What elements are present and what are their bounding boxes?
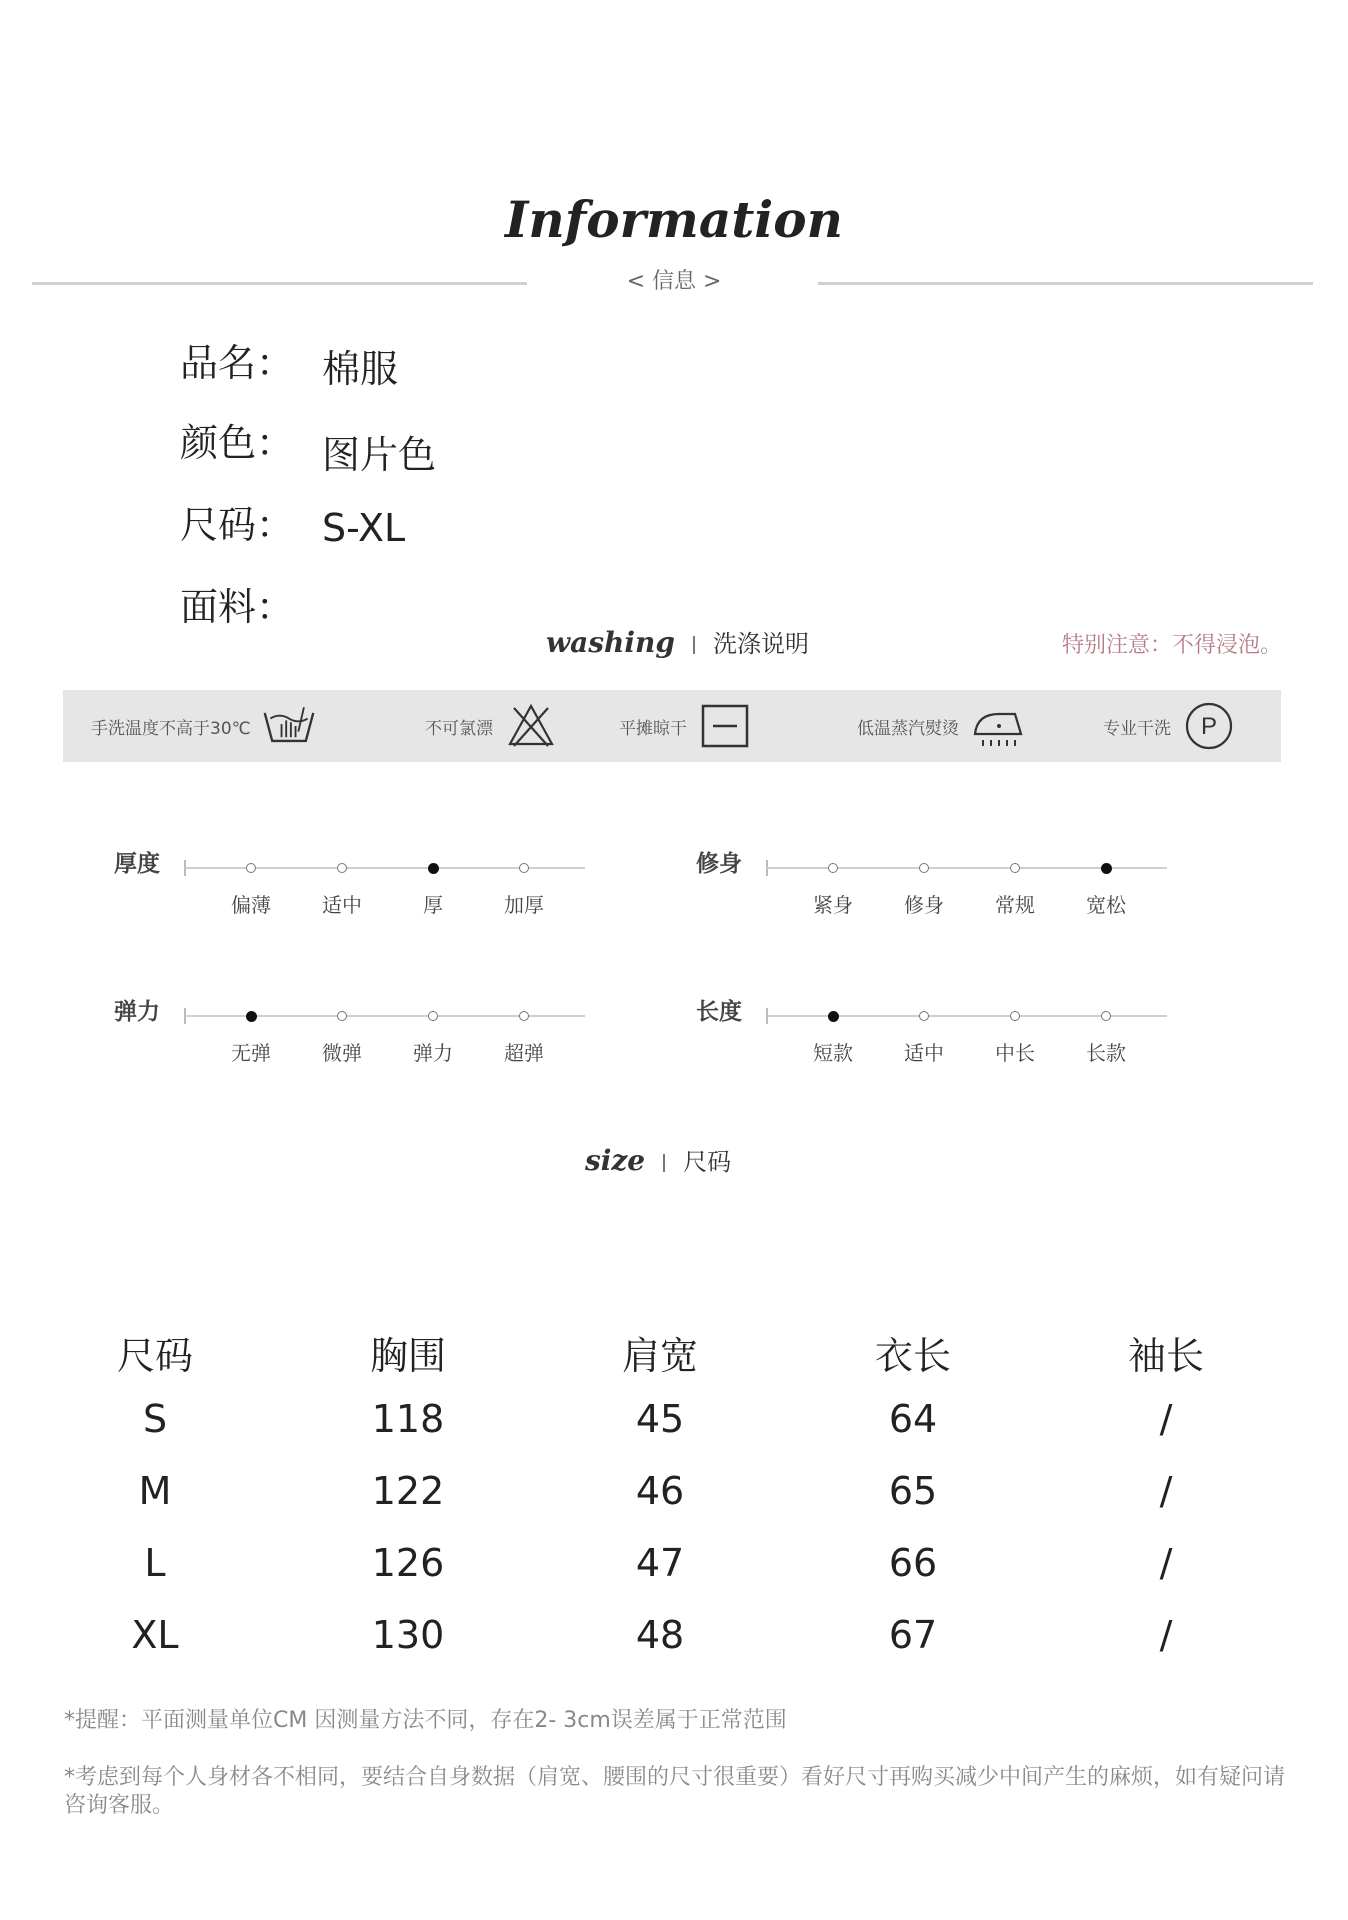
fit-advice-note: *考虑到每个人身材各不相同，要结合自身数据（肩宽、腰围的尺寸很重要）看好尺寸再购买减少中间产生的麻烦，如有疑问请咨询客服。	[64, 1765, 1286, 1818]
size-table-cell: /	[1159, 1613, 1173, 1657]
hand-wash-icon	[261, 702, 317, 750]
scale-dot	[919, 863, 929, 873]
header-title: Information	[504, 190, 844, 249]
scale-title: 弹力	[114, 999, 160, 1025]
size-table-cell: 65	[888, 1469, 938, 1513]
heading-separator	[693, 636, 695, 654]
size-table-cell: /	[1159, 1469, 1173, 1513]
size-table-cell: 48	[635, 1613, 685, 1657]
measurement-note: *提醒：平面测量单位CM 因测量方法不同，存在2- 3cm误差属于正常范围	[64, 1708, 787, 1733]
size-table-cell: XL	[131, 1613, 179, 1657]
size-table-cell: 64	[888, 1397, 938, 1441]
size-table-cell: 67	[888, 1613, 938, 1657]
scale-option-label: 无弹	[231, 1041, 271, 1065]
product-color-label: 颜色：	[180, 421, 295, 465]
care-item-dry-clean	[1103, 690, 1237, 762]
size-table-cell: 130	[371, 1613, 445, 1657]
scale-dot	[828, 863, 838, 873]
size-script-title: size	[585, 1144, 646, 1177]
scale-title: 长度	[696, 999, 742, 1025]
size-table-header: 袖长	[1127, 1334, 1204, 1378]
scale-option-label: 适中	[322, 893, 362, 917]
size-table-cell: L	[144, 1541, 166, 1585]
product-size-value: S-XL	[322, 506, 406, 550]
product-name-label: 品名：	[180, 341, 295, 385]
size-table-header: 衣长	[874, 1334, 951, 1378]
steam-iron-icon	[969, 702, 1025, 750]
scale-dot	[428, 1011, 438, 1021]
scale-title: 修身	[696, 851, 742, 877]
heading-separator	[663, 1154, 665, 1172]
scale-option-label: 微弹	[322, 1041, 362, 1065]
care-label: 低温蒸汽熨烫	[857, 718, 959, 739]
product-fabric-label: 面料：	[180, 585, 295, 629]
size-table-cell: 122	[371, 1469, 445, 1513]
care-label: 平摊晾干	[619, 718, 687, 739]
no-bleach-icon	[503, 702, 559, 750]
dry-clean-p-icon	[1181, 702, 1237, 750]
scale-title: 厚度	[114, 851, 160, 877]
size-table-cell: M	[138, 1469, 172, 1513]
scale-dot-selected	[1101, 863, 1112, 874]
scale-dot	[1101, 1011, 1111, 1021]
product-name-value: 棉服	[322, 347, 399, 391]
scale-dot	[919, 1011, 929, 1021]
scale-option-label: 弹力	[413, 1041, 453, 1065]
scale-option-label: 修身	[904, 893, 944, 917]
size-table-cell: /	[1159, 1541, 1173, 1585]
size-table-header: 肩宽	[621, 1334, 698, 1378]
scale-option-label: 中长	[995, 1041, 1035, 1065]
care-item-hand-wash	[91, 690, 317, 762]
care-item-no-bleach	[425, 690, 559, 762]
product-color-value: 图片色	[322, 433, 437, 477]
scale-dot	[519, 863, 529, 873]
size-table-cell: 46	[635, 1469, 685, 1513]
scale-option-label: 长款	[1086, 1041, 1126, 1065]
care-label: 专业干洗	[1103, 718, 1171, 739]
scale-dot	[337, 863, 347, 873]
washing-notice: 特别注意：不得浸泡。	[1062, 633, 1283, 658]
size-table-cell: S	[142, 1397, 168, 1441]
size-heading	[585, 1142, 731, 1177]
size-table-cell: 45	[635, 1397, 685, 1441]
size-table-header: 胸围	[369, 1334, 446, 1378]
svg-text:P: P	[1200, 713, 1218, 740]
care-label: 不可氯漂	[425, 718, 493, 739]
scale-option-label: 超弹	[504, 1041, 544, 1065]
washing-heading	[546, 624, 809, 659]
care-label: 手洗温度不高于30℃	[91, 718, 251, 739]
scale-dot	[337, 1011, 347, 1021]
scale-dot	[519, 1011, 529, 1021]
washing-label: 洗涤说明	[712, 630, 809, 658]
size-table-cell: 66	[888, 1541, 938, 1585]
size-table-cell: 47	[635, 1541, 685, 1585]
scale-dot-selected	[428, 863, 439, 874]
care-item-steam-iron	[857, 690, 1025, 762]
scale-option-label: 加厚	[504, 893, 544, 917]
scale-dot	[246, 863, 256, 873]
product-size-label: 尺码：	[180, 503, 295, 547]
care-instructions-strip	[63, 690, 1281, 762]
size-table-header: 尺码	[116, 1334, 193, 1378]
scale-dot	[1010, 863, 1020, 873]
scale-option-label: 适中	[904, 1041, 944, 1065]
scale-option-label: 紧身	[813, 893, 853, 917]
scale-dot	[1010, 1011, 1020, 1021]
size-table-cell: 126	[371, 1541, 445, 1585]
washing-script-title: washing	[546, 626, 675, 659]
scale-option-label: 短款	[813, 1041, 853, 1065]
size-table-cell: 118	[371, 1397, 445, 1441]
scale-dot-selected	[246, 1011, 257, 1022]
care-item-dry-flat	[619, 690, 753, 762]
scale-dot-selected	[828, 1011, 839, 1022]
scale-option-label: 厚	[423, 893, 443, 917]
size-label: 尺码	[683, 1148, 732, 1176]
dry-flat-icon	[697, 702, 753, 750]
header-subtitle: < 信息 >	[626, 269, 722, 294]
scale-option-label: 宽松	[1086, 893, 1126, 917]
size-table-cell: /	[1159, 1397, 1173, 1441]
scale-option-label: 常规	[995, 893, 1035, 917]
scale-option-label: 偏薄	[231, 893, 271, 917]
